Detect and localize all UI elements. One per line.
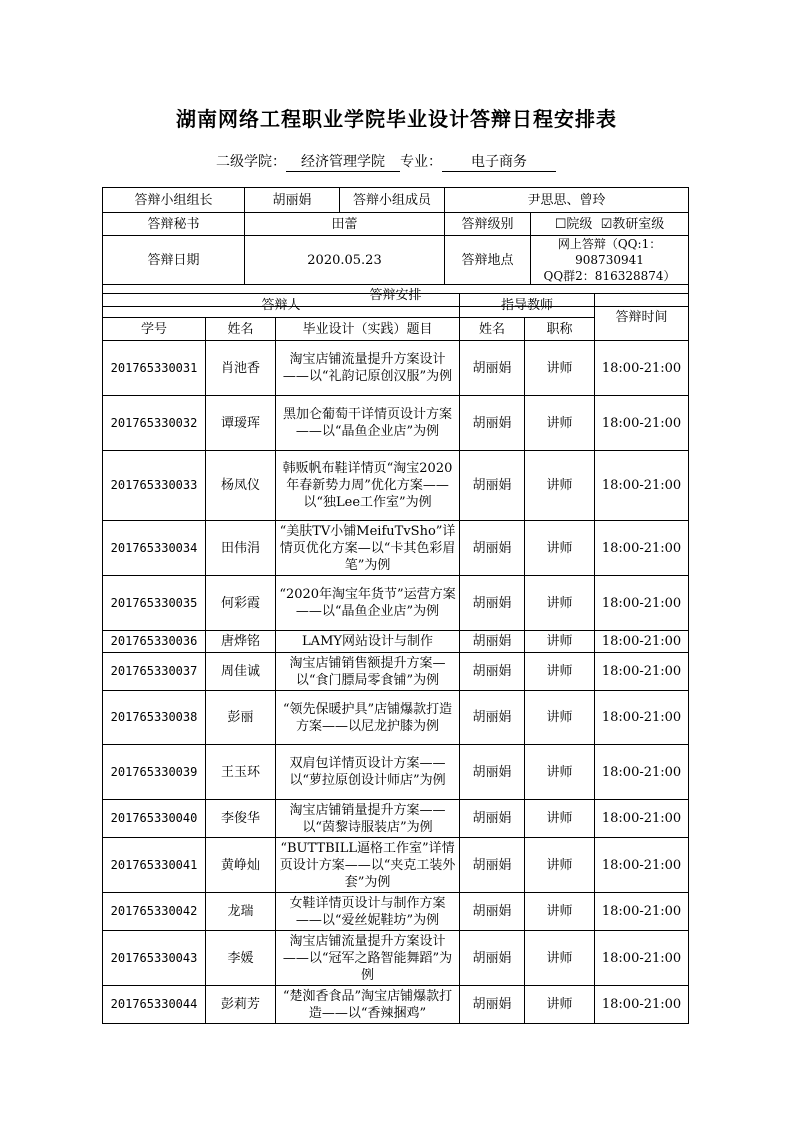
student-id-cell: 201765330032 bbox=[103, 396, 206, 451]
date-label: 答辩日期 bbox=[103, 236, 245, 285]
members-value: 尹思思、曾玲 bbox=[445, 188, 689, 213]
student-id-cell: 201765330037 bbox=[103, 653, 206, 691]
student-id-cell: 201765330040 bbox=[103, 800, 206, 838]
advisor-name-header: 姓名 bbox=[460, 318, 525, 341]
table-row bbox=[103, 838, 689, 893]
level-option-college: ☐院级 bbox=[554, 216, 593, 232]
student-name-cell: 彭莉芳 bbox=[206, 986, 276, 1024]
advisor-name-cell: 胡丽娟 bbox=[460, 745, 525, 800]
advisor-title-cell: 讲师 bbox=[525, 341, 595, 396]
advisor-title-header: 职称 bbox=[525, 318, 595, 341]
advisor-title-cell: 讲师 bbox=[525, 745, 595, 800]
college-value: 经济管理学院 bbox=[286, 153, 400, 172]
advisor-title-cell: 讲师 bbox=[525, 396, 595, 451]
advisor-group-header: 指导教师 bbox=[460, 294, 595, 318]
student-name-cell: 彭丽 bbox=[206, 691, 276, 745]
level-options bbox=[531, 213, 689, 236]
topic-cell: “领先保暖护具”店铺爆款打造方案——以尼龙护膝为例 bbox=[276, 691, 460, 745]
time-cell: 18:00-21:00 bbox=[595, 800, 689, 838]
student-name-cell: 唐烨铭 bbox=[206, 631, 276, 653]
time-cell: 18:00-21:00 bbox=[595, 631, 689, 653]
table-row bbox=[103, 451, 689, 521]
student-name-cell: 何彩霞 bbox=[206, 576, 276, 631]
advisor-title-cell: 讲师 bbox=[525, 986, 595, 1024]
leader-label: 答辩小组组长 bbox=[103, 188, 245, 213]
major-label: 专业： bbox=[400, 154, 442, 170]
student-id-cell: 201765330042 bbox=[103, 893, 206, 931]
secretary-value: 田蕾 bbox=[245, 213, 445, 236]
table-row bbox=[103, 576, 689, 631]
schedule-body bbox=[103, 341, 689, 1024]
time-cell: 18:00-21:00 bbox=[595, 341, 689, 396]
student-id-cell: 201765330034 bbox=[103, 521, 206, 576]
time-cell: 18:00-21:00 bbox=[595, 451, 689, 521]
advisor-title-cell: 讲师 bbox=[525, 691, 595, 745]
advisor-title-cell: 讲师 bbox=[525, 800, 595, 838]
topic-cell: LAMY网站设计与制作 bbox=[276, 631, 460, 653]
place-value-line2: QQ群2：816328874） bbox=[543, 269, 676, 283]
topic-cell: 淘宝店铺销售额提升方案—以“食门膘局零食铺”为例 bbox=[276, 653, 460, 691]
advisor-name-cell: 胡丽娟 bbox=[460, 653, 525, 691]
level-option-department: ☑教研室级 bbox=[600, 216, 665, 232]
college-label: 二级学院： bbox=[216, 154, 286, 170]
advisor-name-cell: 胡丽娟 bbox=[460, 800, 525, 838]
time-cell: 18:00-21:00 bbox=[595, 576, 689, 631]
student-name-cell: 龙瑞 bbox=[206, 893, 276, 931]
advisor-name-cell: 胡丽娟 bbox=[460, 893, 525, 931]
topic-cell: 韩贩帆布鞋详情页“淘宝2020年春新势力周”优化方案——以“独Lee工作室”为例 bbox=[276, 451, 460, 521]
table-row bbox=[103, 986, 689, 1024]
table-row bbox=[103, 521, 689, 576]
advisor-name-cell: 胡丽娟 bbox=[460, 931, 525, 986]
student-id-cell: 201765330035 bbox=[103, 576, 206, 631]
table-row bbox=[103, 745, 689, 800]
student-id-header: 学号 bbox=[103, 318, 206, 341]
topic-cell: 淘宝店铺流量提升方案设计——以“冠军之路智能舞蹈”为例 bbox=[276, 931, 460, 986]
student-name-cell: 李媛 bbox=[206, 931, 276, 986]
time-cell: 18:00-21:00 bbox=[595, 893, 689, 931]
student-id-cell: 201765330044 bbox=[103, 986, 206, 1024]
topic-cell: 淘宝店铺流量提升方案设计——以“礼韵记原创汉服”为例 bbox=[276, 341, 460, 396]
student-group-header: 答辩人 bbox=[103, 294, 460, 318]
time-cell: 18:00-21:00 bbox=[595, 691, 689, 745]
advisor-title-cell: 讲师 bbox=[525, 576, 595, 631]
topic-cell: “美肤TV小铺MeifuTvSho”详情页优化方案—以“卡其色彩眉笔”为例 bbox=[276, 521, 460, 576]
advisor-title-cell: 讲师 bbox=[525, 451, 595, 521]
student-name-cell: 王玉环 bbox=[206, 745, 276, 800]
table-row bbox=[103, 341, 689, 396]
student-name-cell: 周佳诚 bbox=[206, 653, 276, 691]
student-id-cell: 201765330036 bbox=[103, 631, 206, 653]
table-row bbox=[103, 631, 689, 653]
members-label: 答辩小组成员 bbox=[340, 188, 445, 213]
table-row bbox=[103, 893, 689, 931]
advisor-title-cell: 讲师 bbox=[525, 631, 595, 653]
student-name-cell: 肖池香 bbox=[206, 341, 276, 396]
secretary-label: 答辩秘书 bbox=[103, 213, 245, 236]
student-id-cell: 201765330043 bbox=[103, 931, 206, 986]
topic-cell: “2020年淘宝年货节”运营方案——以“晶鱼企业店”为例 bbox=[276, 576, 460, 631]
student-id-cell: 201765330041 bbox=[103, 838, 206, 893]
student-name-cell: 谭瑷珲 bbox=[206, 396, 276, 451]
student-name-cell: 田伟涓 bbox=[206, 521, 276, 576]
table-row bbox=[103, 396, 689, 451]
time-cell: 18:00-21:00 bbox=[595, 521, 689, 576]
advisor-title-cell: 讲师 bbox=[525, 653, 595, 691]
page-title: 湖南网络工程职业学院毕业设计答辩日程安排表 bbox=[176, 107, 617, 131]
date-value: 2020.05.23 bbox=[245, 236, 445, 285]
schedule-table bbox=[102, 293, 689, 1024]
defense-info-table bbox=[102, 187, 689, 307]
topic-cell: “楚洳香食品”淘宝店铺爆款打造——以“香辣捆鸡” bbox=[276, 986, 460, 1024]
advisor-name-cell: 胡丽娟 bbox=[460, 691, 525, 745]
student-id-cell: 201765330033 bbox=[103, 451, 206, 521]
level-label: 答辩级别 bbox=[445, 213, 531, 236]
time-cell: 18:00-21:00 bbox=[595, 986, 689, 1024]
college-major-line bbox=[216, 153, 556, 172]
advisor-title-cell: 讲师 bbox=[525, 893, 595, 931]
student-name-cell: 黄峥灿 bbox=[206, 838, 276, 893]
advisor-name-cell: 胡丽娟 bbox=[460, 631, 525, 653]
time-cell: 18:00-21:00 bbox=[595, 931, 689, 986]
topic-cell: “BUTTBILL逼格工作室”详情页设计方案——以“夹克工装外套”为例 bbox=[276, 838, 460, 893]
time-cell: 18:00-21:00 bbox=[595, 838, 689, 893]
topic-cell: 双肩包详情页设计方案——以“萝拉原创设计师店”为例 bbox=[276, 745, 460, 800]
leader-value: 胡丽娟 bbox=[245, 188, 340, 213]
table-row bbox=[103, 931, 689, 986]
advisor-title-cell: 讲师 bbox=[525, 931, 595, 986]
time-cell: 18:00-21:00 bbox=[595, 745, 689, 800]
student-name-cell: 杨凤仪 bbox=[206, 451, 276, 521]
student-name-header: 姓名 bbox=[206, 318, 276, 341]
advisor-title-cell: 讲师 bbox=[525, 838, 595, 893]
topic-cell: 女鞋详情页设计与制作方案——以“爱丝妮鞋坊”为例 bbox=[276, 893, 460, 931]
major-value: 电子商务 bbox=[442, 153, 556, 172]
topic-header: 毕业设计（实践）题目 bbox=[276, 318, 460, 341]
advisor-name-cell: 胡丽娟 bbox=[460, 986, 525, 1024]
time-cell: 18:00-21:00 bbox=[595, 396, 689, 451]
student-id-cell: 201765330038 bbox=[103, 691, 206, 745]
advisor-name-cell: 胡丽娟 bbox=[460, 451, 525, 521]
advisor-title-cell: 讲师 bbox=[525, 521, 595, 576]
schedule-section-title: 答辩安排 bbox=[103, 285, 689, 307]
student-id-cell: 201765330039 bbox=[103, 745, 206, 800]
student-name-cell: 李俊华 bbox=[206, 800, 276, 838]
table-row bbox=[103, 800, 689, 838]
advisor-name-cell: 胡丽娟 bbox=[460, 838, 525, 893]
table-row bbox=[103, 653, 689, 691]
topic-cell: 黑加仑葡萄干详情页设计方案——以“晶鱼企业店”为例 bbox=[276, 396, 460, 451]
table-row bbox=[103, 691, 689, 745]
place-value-line1: 网上答辩（QQ:1：908730941 bbox=[557, 237, 662, 267]
time-cell: 18:00-21:00 bbox=[595, 653, 689, 691]
place-label: 答辩地点 bbox=[445, 236, 531, 285]
advisor-name-cell: 胡丽娟 bbox=[460, 576, 525, 631]
topic-cell: 淘宝店铺销量提升方案——以“茵黎诗服装店”为例 bbox=[276, 800, 460, 838]
student-id-cell: 201765330031 bbox=[103, 341, 206, 396]
advisor-name-cell: 胡丽娟 bbox=[460, 341, 525, 396]
advisor-name-cell: 胡丽娟 bbox=[460, 521, 525, 576]
advisor-name-cell: 胡丽娟 bbox=[460, 396, 525, 451]
place-value bbox=[531, 236, 689, 285]
time-header: 答辩时间 bbox=[595, 294, 689, 341]
